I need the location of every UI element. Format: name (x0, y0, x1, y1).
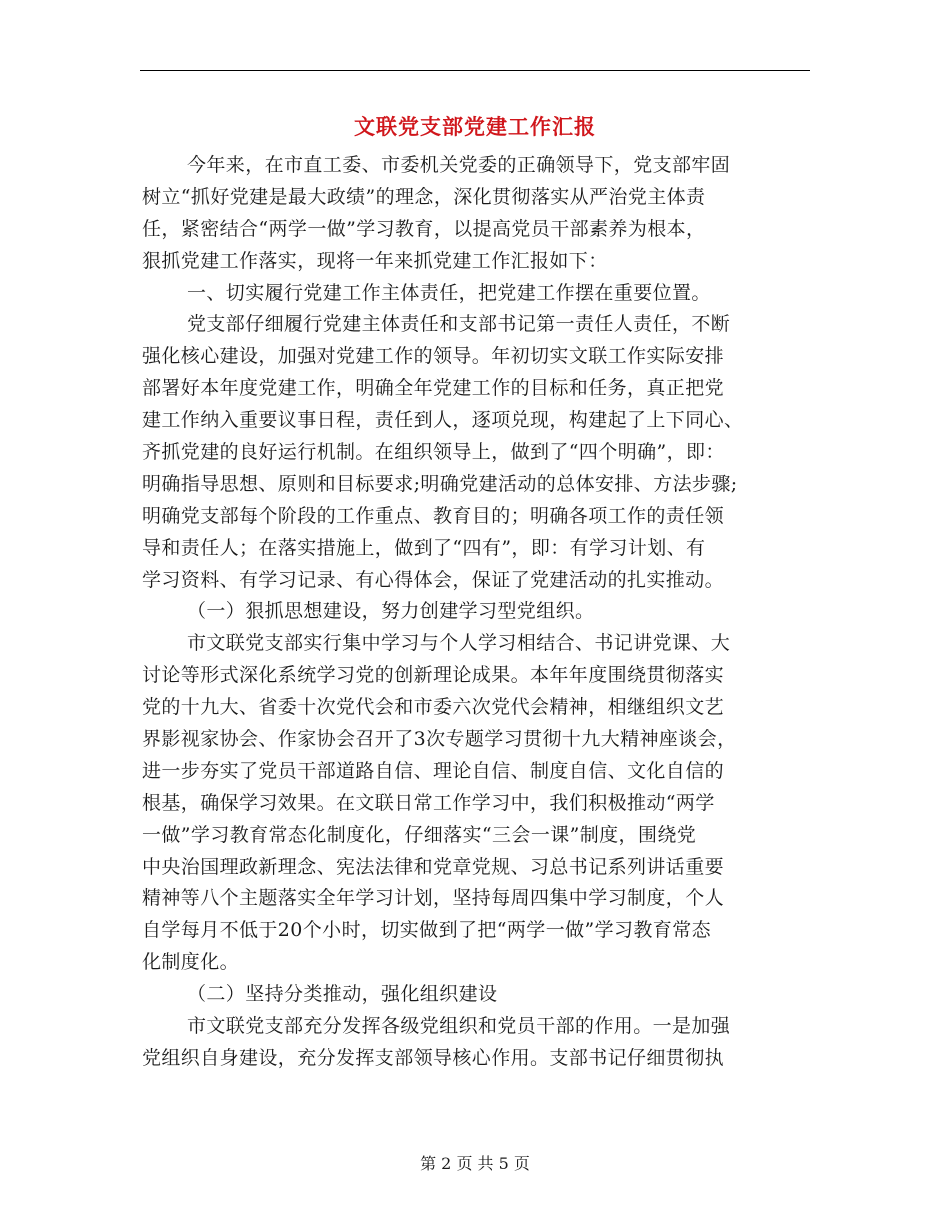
header-rule (140, 70, 810, 71)
body-line: 精神等八个主题落实全年学习计划，坚持每周四集中学习制度，个人 (142, 887, 725, 910)
body-line: 党组织自身建设，充分发挥支部领导核心作用。支部书记仔细贯彻执 (142, 1046, 725, 1069)
body-line: 明确党支部每个阶段的工作重点、教育目的；明确各项工作的责任领 (142, 504, 725, 527)
body-line: 任，紧密结合“两学一做”学习教育，以提高党员干部素养为根本， (142, 217, 706, 240)
body-line: 党支部仔细履行党建主体责任和支部书记第一责任人责任，不断 (187, 313, 731, 336)
body-line: 一做”学习教育常态化制度化，仔细落实“三会一课”制度，围绕党 (142, 823, 697, 846)
body-line: 树立“抓好党建是最大政绩”的理念，深化贯彻落实从严治党主体责 (142, 185, 706, 208)
body-line: 化制度化。 (142, 951, 240, 974)
body-line: 讨论等形式深化系统学习党的创新理论成果。本年年度围绕贯彻落实 (142, 664, 725, 687)
body-line: 进一步夯实了党员干部道路自信、理论自信、制度自信、文化自信的 (142, 759, 725, 782)
body-line: 建工作纳入重要议事日程，责任到人，逐项兑现，构建起了上下同心、 (142, 409, 744, 432)
body-line: 狠抓党建工作落实，现将一年来抓党建工作汇报如下： (142, 249, 608, 272)
body-line: 市文联党支部充分发挥各级党组织和党员干部的作用。一是加强 (187, 1015, 731, 1038)
body-line: 党的十九大、省委十次党代会和市委六次党代会精神，相继组织文艺 (142, 696, 725, 719)
subsection-heading: （二）坚持分类推动，强化组织建设 (187, 983, 498, 1006)
document-body (142, 150, 812, 1075)
body-line: 自学每月不低于20个小时，切实做到了把“两学一做”学习教育常态 (142, 919, 712, 942)
body-line: 学习资料、有学习记录、有心得体会，保证了党建活动的扎实推动。 (142, 568, 725, 591)
body-line: 市文联党支部实行集中学习与个人学习相结合、书记讲党课、大 (187, 632, 731, 655)
body-line: 根基，确保学习效果。在文联日常工作学习中，我们积极推动“两学 (142, 791, 715, 814)
body-line: 齐抓党建的良好运行机制。在组织领导上，做到了“四个明确”，即： (142, 441, 725, 464)
body-line: 导和责任人；在落实措施上，做到了“四有”，即：有学习计划、有 (142, 536, 706, 559)
body-line: 界影视家协会、作家协会召开了3次专题学习贯彻十九大精神座谈会， (142, 728, 737, 751)
subsection-heading: （一）狠抓思想建设，努力创建学习型党组织。 (187, 600, 595, 623)
body-line: 明确指导思想、原则和目标要求;明确党建活动的总体安排、方法步骤; (142, 472, 738, 495)
section-heading: 一、切实履行党建工作主体责任，把党建工作摆在重要位置。 (187, 281, 711, 304)
document-title: 文联党支部党建工作汇报 (354, 114, 596, 139)
body-line: 强化核心建设，加强对党建工作的领导。年初切实文联工作实际安排 (142, 345, 725, 368)
body-line: 部署好本年度党建工作，明确全年党建工作的目标和任务，真正把党 (142, 377, 725, 400)
body-line: 今年来，在市直工委、市委机关党委的正确领导下，党支部牢固 (187, 154, 731, 176)
page-footer: 第 2 页 共 5 页 (420, 1154, 530, 1173)
body-line: 中央治国理政新理念、宪法法律和党章党规、习总书记系列讲话重要 (142, 855, 725, 878)
